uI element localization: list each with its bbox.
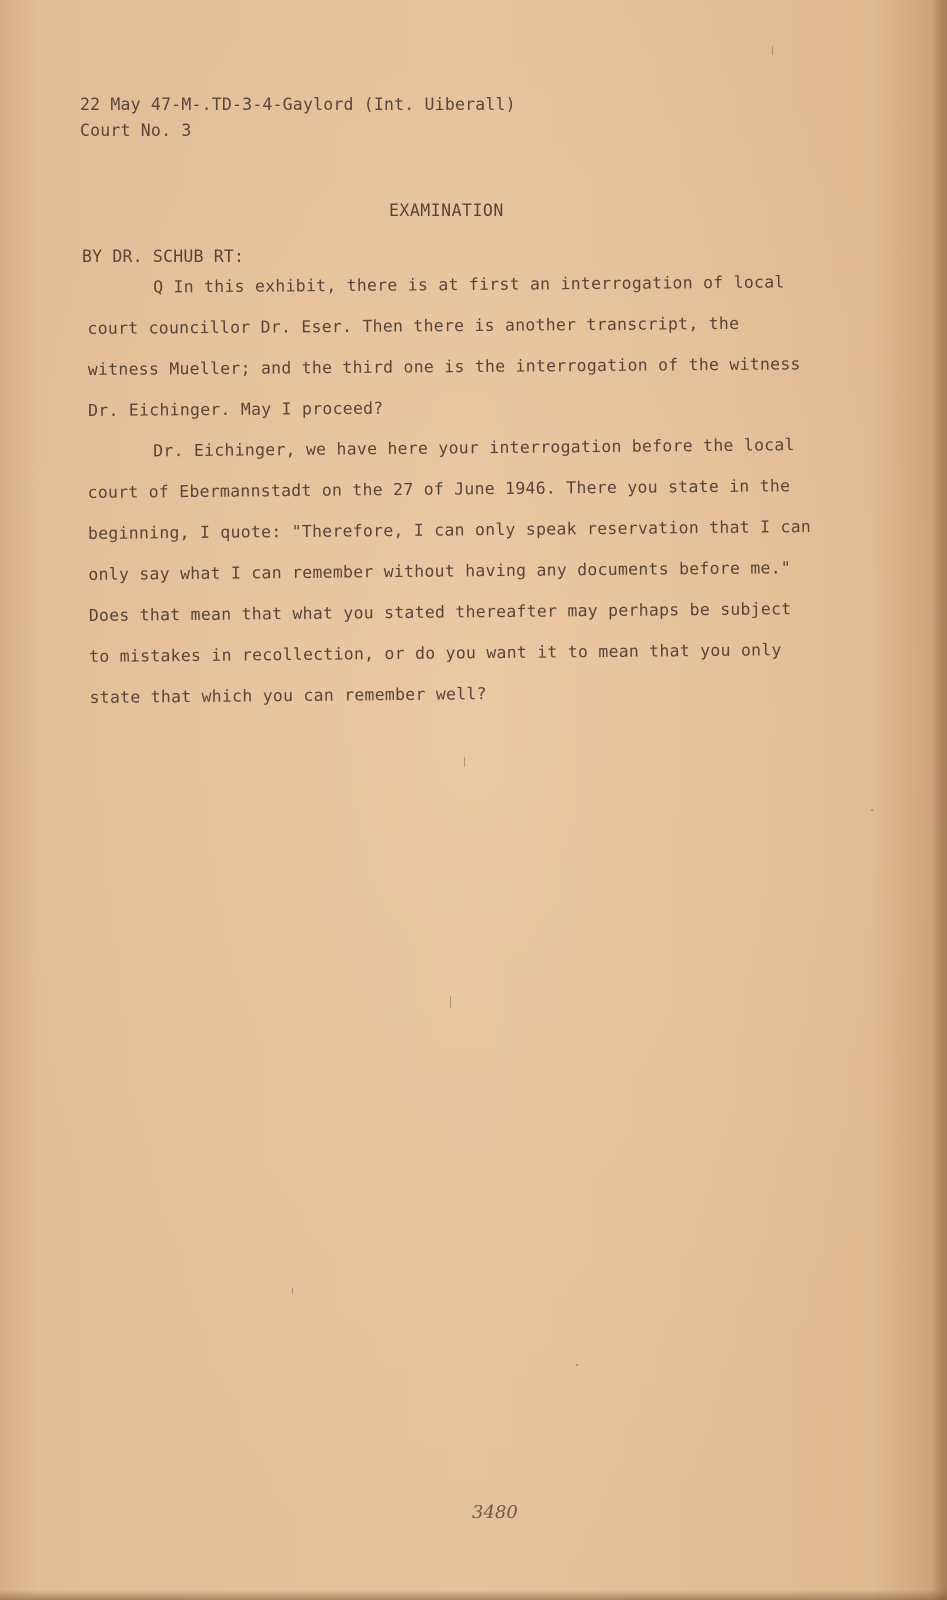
paper-speck <box>450 996 451 1008</box>
paragraph-line: to mistakes in recollection, or do you want it to mean that you only <box>89 640 782 666</box>
paragraph-line: Dr. Eichinger. May I proceed? <box>88 398 384 420</box>
header-case-line: 22 May 47-M-.TD-3-4-Gaylord (Int. Uiberall) <box>80 95 516 114</box>
paragraph-line: only say what I can remember without having any documents before me." <box>88 558 792 584</box>
question-paragraph-1 <box>87 261 828 431</box>
paragraph-line: witness Mueller; and the third one is the interrogation of the witness <box>87 354 801 379</box>
header-court-line: Court No. 3 <box>80 121 192 140</box>
paragraph-line: Q In this exhibit, there is at first an interrogation of local <box>153 272 785 297</box>
question-paragraph-2 <box>87 424 830 718</box>
page-number: 3480 <box>472 1502 518 1523</box>
paragraph-line: Does that mean that what you stated thereafter may perhaps be subject <box>88 599 792 625</box>
examiner-line: BY DR. SCHUB RT: <box>82 247 245 266</box>
paper-speck <box>464 757 465 767</box>
paper-speck <box>576 1364 578 1366</box>
section-title: EXAMINATION <box>389 201 504 220</box>
page-edge-shadow-right <box>933 0 947 1600</box>
paper-speck <box>871 809 873 811</box>
paragraph-line: court councillor Dr. Eser. Then there is another transcript, the <box>87 313 740 338</box>
paragraph-line: state that which you can remember well? <box>89 684 487 707</box>
paragraph-line: beginning, I quote: "Therefore, I can only speak reservation that I can <box>87 517 812 543</box>
paragraph-line: Dr. Eichinger, we have here your interrogation before the local <box>153 435 795 461</box>
paper-speck <box>772 46 773 55</box>
paper-speck <box>292 1288 293 1294</box>
page-edge-shadow-bottom <box>0 1590 947 1600</box>
paragraph-line: court of Ebermannstadt on the 27 of June 1946. There you state in the <box>87 476 791 502</box>
